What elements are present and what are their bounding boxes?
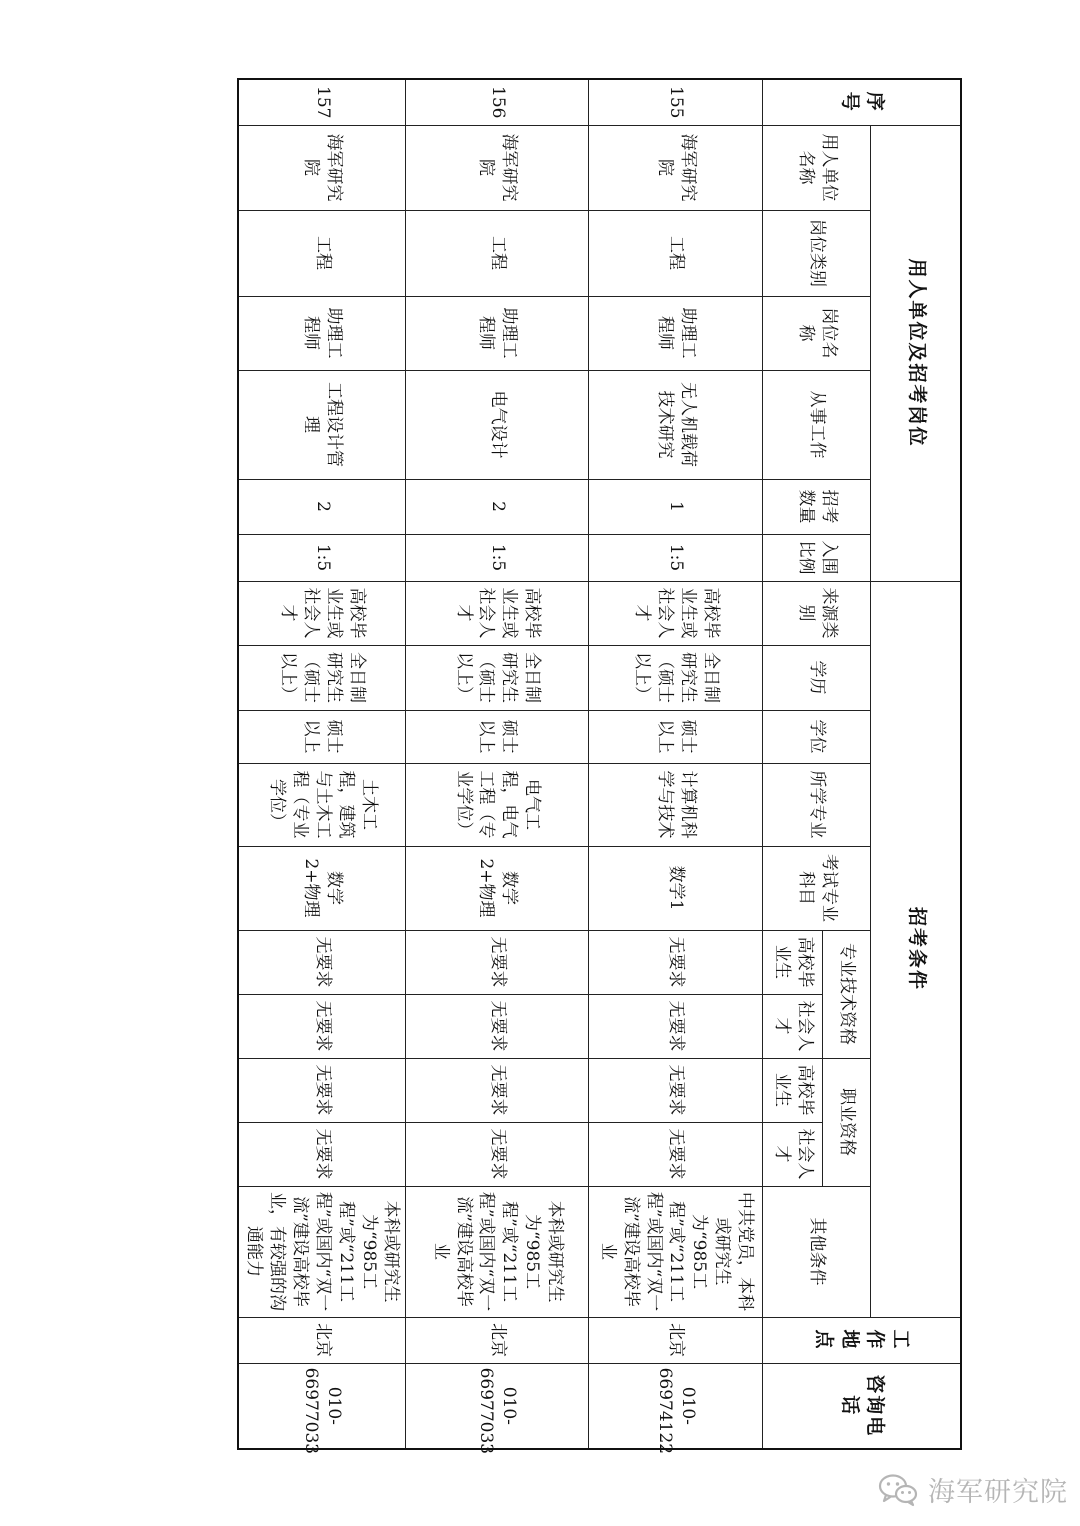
- cell-education: 全日制研究生（硕士以上）: [238, 645, 406, 710]
- cell-source: 高校毕业生或社会人才: [238, 581, 406, 645]
- cell-other: 中共党员，本科或研究生为“985工程”或“211工程”或国内“双一流”建设高校毕业: [589, 1186, 763, 1317]
- cell-source: 高校毕业生或社会人才: [406, 581, 589, 645]
- cell-tech-grad: 无要求: [406, 930, 589, 994]
- cell-tech-social: 无要求: [589, 994, 763, 1058]
- cell-other: 本科或研究生为“985工程”或“211工程”或国内“双一流”建设高校毕业: [406, 1186, 589, 1317]
- cell-post-type: 工程: [406, 210, 589, 296]
- header-post-name: 岗位名称: [763, 296, 871, 370]
- cell-work: 无人机载荷技术研究: [589, 370, 763, 479]
- cell-count: 1: [589, 479, 763, 534]
- header-unit-name: 用人单位名称: [763, 125, 871, 210]
- header-location: 工作地点: [763, 1317, 961, 1363]
- cell-post-name: 助理工程师: [238, 296, 406, 370]
- header-voc-social: 社会人才: [763, 1122, 823, 1186]
- cell-degree: 硕士以上: [238, 710, 406, 763]
- cell-degree: 硕士以上: [406, 710, 589, 763]
- header-tech-grad: 高校毕业生: [763, 930, 823, 994]
- cell-tech-grad: 无要求: [589, 930, 763, 994]
- cell-post-name: 助理工程师: [406, 296, 589, 370]
- header-other: 其他条件: [763, 1186, 871, 1317]
- cell-major: 计算机科学与技术: [589, 763, 763, 846]
- cell-ratio: 1:5: [589, 534, 763, 581]
- header-voc-grad: 高校毕业生: [763, 1058, 823, 1122]
- cell-source: 高校毕业生或社会人才: [589, 581, 763, 645]
- cell-count: 2: [406, 479, 589, 534]
- cell-other: 本科或研究生为“985工程”或“211工程”或国内“双一流”建设高校毕业，有较强的沟通能力: [238, 1186, 406, 1317]
- cell-work: 电气设计: [406, 370, 589, 479]
- cell-count: 2: [238, 479, 406, 534]
- cell-seq: 157: [238, 79, 406, 125]
- header-major: 所学专业: [763, 763, 871, 846]
- cell-unit: 海军研究院: [406, 125, 589, 210]
- header-row-2: [823, 79, 871, 1449]
- header-tech-social: 社会人才: [763, 994, 823, 1058]
- cell-tech-social: 无要求: [406, 994, 589, 1058]
- cell-seq: 156: [406, 79, 589, 125]
- cell-exam: 数学2+物理: [238, 846, 406, 930]
- cell-major: 电气工程，电气工程（专业学位）: [406, 763, 589, 846]
- header-education: 学历: [763, 645, 871, 710]
- header-ratio: 入围比例: [763, 534, 871, 581]
- cell-phone: 010-66977033: [406, 1363, 589, 1449]
- cell-unit: 海军研究院: [589, 125, 763, 210]
- cell-degree: 硕士以上: [589, 710, 763, 763]
- header-source: 来源类别: [763, 581, 871, 645]
- cell-education: 全日制研究生（硕士以上）: [589, 645, 763, 710]
- cell-voc-grad: 无要求: [406, 1058, 589, 1122]
- header-work: 从事工作: [763, 370, 871, 479]
- cell-work: 工程设计管理: [238, 370, 406, 479]
- header-degree: 学位: [763, 710, 871, 763]
- cell-post-type: 工程: [589, 210, 763, 296]
- cell-voc-social: 无要求: [238, 1122, 406, 1186]
- header-tech-qual: 专业技术资格: [823, 930, 871, 1058]
- header-phone: 咨询电话: [763, 1363, 961, 1449]
- cell-ratio: 1:5: [406, 534, 589, 581]
- header-exam: 考试专业科目: [763, 846, 871, 930]
- header-unit-post: 用人单位及招考岗位: [871, 125, 961, 581]
- cell-post-name: 助理工程师: [589, 296, 763, 370]
- cell-exam: 数学2+物理: [406, 846, 589, 930]
- header-voc-qual: 职业资格: [823, 1058, 871, 1186]
- cell-unit: 海军研究院: [238, 125, 406, 210]
- cell-voc-social: 无要求: [589, 1122, 763, 1186]
- cell-major: 土木工程，建筑与土木工程（专业学位）: [238, 763, 406, 846]
- header-post-type: 岗位类别: [763, 210, 871, 296]
- cell-location: 北京: [406, 1317, 589, 1363]
- rotated-table-wrapper: [242, 78, 962, 1455]
- cell-voc-social: 无要求: [406, 1122, 589, 1186]
- watermark-text: 海军研究院: [928, 1477, 1068, 1508]
- cell-seq: 155: [589, 79, 763, 125]
- cell-ratio: 1:5: [238, 534, 406, 581]
- header-row-1: [871, 79, 961, 1449]
- header-count: 招考数量: [763, 479, 871, 534]
- watermark: [878, 1470, 1068, 1509]
- cell-tech-social: 无要求: [238, 994, 406, 1058]
- cell-education: 全日制研究生（硕士以上）: [406, 645, 589, 710]
- cell-location: 北京: [589, 1317, 763, 1363]
- cell-phone: 010-66974122: [589, 1363, 763, 1449]
- wechat-icon: [878, 1473, 918, 1507]
- table-row: [589, 79, 763, 1449]
- cell-location: 北京: [238, 1317, 406, 1363]
- header-seq: 序号: [763, 79, 961, 125]
- cell-voc-grad: 无要求: [238, 1058, 406, 1122]
- table-row: [238, 79, 406, 1449]
- table-row: [406, 79, 589, 1449]
- cell-phone: 010-66977033: [238, 1363, 406, 1449]
- recruitment-table: [237, 78, 962, 1455]
- cell-exam: 数学1: [589, 846, 763, 930]
- cell-post-type: 工程: [238, 210, 406, 296]
- cell-tech-grad: 无要求: [238, 930, 406, 994]
- header-conditions: 招考条件: [871, 581, 961, 1317]
- cell-voc-grad: 无要求: [589, 1058, 763, 1122]
